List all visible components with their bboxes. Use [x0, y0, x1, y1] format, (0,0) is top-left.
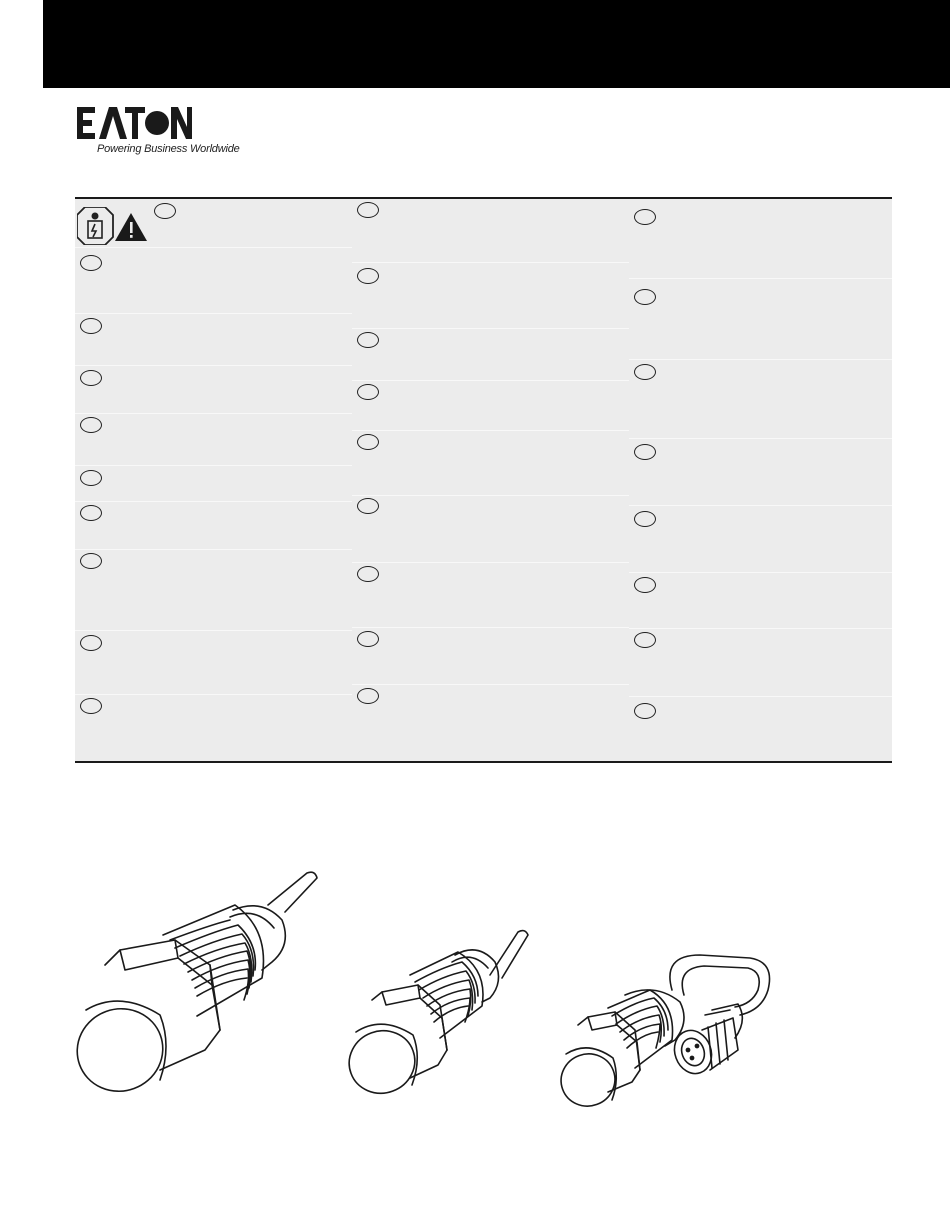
language-badge	[634, 511, 656, 527]
language-badge	[80, 553, 102, 569]
language-badge	[357, 332, 379, 348]
cell-1-1	[75, 199, 352, 248]
language-badge	[80, 635, 102, 651]
language-badge	[80, 255, 102, 271]
language-badge	[634, 577, 656, 593]
electrician-icon	[77, 207, 149, 245]
cell-2-5	[352, 431, 629, 496]
cell-3-5	[629, 506, 892, 573]
language-badge	[357, 268, 379, 284]
language-badge	[80, 470, 102, 486]
column-3	[629, 199, 892, 761]
language-badge	[80, 417, 102, 433]
language-badge	[357, 498, 379, 514]
cell-1-7	[75, 502, 352, 550]
safety-icons	[77, 207, 147, 243]
cell-1-3	[75, 314, 352, 366]
language-badge	[357, 566, 379, 582]
cell-3-1	[629, 199, 892, 279]
eaton-logo-mark	[77, 107, 192, 139]
cell-1-6	[75, 466, 352, 502]
language-badge	[634, 289, 656, 305]
top-black-bar	[43, 0, 950, 88]
eaton-logo	[77, 107, 247, 159]
cell-3-7	[629, 629, 892, 697]
cell-2-6	[352, 496, 629, 563]
medium-cable-sensor	[340, 931, 528, 1103]
language-badge	[357, 384, 379, 400]
cell-3-6	[629, 573, 892, 629]
language-badge	[357, 631, 379, 647]
cell-2-2	[352, 263, 629, 329]
cell-1-2	[75, 248, 352, 314]
language-panel	[75, 197, 892, 763]
cell-2-1	[352, 199, 629, 263]
cell-1-4	[75, 366, 352, 414]
column-2	[352, 199, 629, 761]
language-badge	[154, 203, 176, 219]
cell-2-7	[352, 563, 629, 628]
language-badge	[357, 688, 379, 704]
language-badge	[634, 209, 656, 225]
cell-2-3	[352, 329, 629, 381]
language-badge	[357, 202, 379, 218]
cell-3-8	[629, 697, 892, 759]
cell-1-9	[75, 631, 352, 695]
language-badge	[634, 703, 656, 719]
language-badge	[80, 698, 102, 714]
language-badge	[634, 632, 656, 648]
cell-1-5	[75, 414, 352, 466]
cell-1-10	[75, 695, 352, 759]
sensor-illustrations	[0, 840, 950, 1120]
connector-sensor	[554, 955, 770, 1114]
cell-1-8	[75, 550, 352, 631]
language-badge	[634, 444, 656, 460]
language-badge	[80, 370, 102, 386]
cell-3-3	[629, 360, 892, 439]
cell-2-9	[352, 685, 629, 759]
language-badge	[357, 434, 379, 450]
language-badge	[634, 364, 656, 380]
language-badge	[80, 505, 102, 521]
cell-2-4	[352, 381, 629, 431]
language-badge	[80, 318, 102, 334]
column-1	[75, 199, 352, 761]
cell-2-8	[352, 628, 629, 685]
tagline: Powering Business Worldwide	[97, 143, 240, 155]
cell-3-4	[629, 439, 892, 506]
cell-3-2	[629, 279, 892, 360]
large-cable-sensor	[66, 872, 317, 1103]
